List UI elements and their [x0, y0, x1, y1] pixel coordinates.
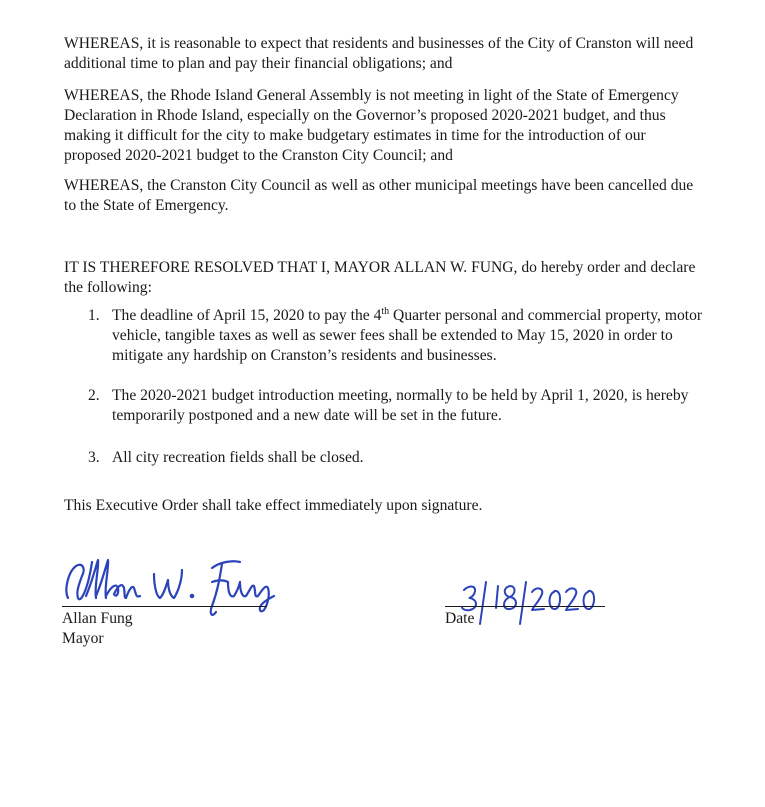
mayor-signature-line [62, 606, 267, 607]
whereas-paragraph-2: WHEREAS, the Rhode Island General Assembly is not meeting in light of the State of Emergency Declaration in Rhode Island, especially on the Governor’s proposed 2020-2021 budget, and thus making it difficult for the city to make budgetary estimates in time for the introduction of our proposed 2020-2021 budget to the Cranston City Council; and [64, 87, 679, 164]
date-label: Date [445, 610, 475, 627]
mayor-title: Mayor [62, 630, 104, 647]
mayor-name: Allan Fung [62, 610, 133, 627]
order-text [112, 306, 712, 366]
date-line [445, 606, 605, 607]
whereas-paragraph-1: WHEREAS, it is reasonable to expect that residents and businesses of the City of Cranston will need additional time to plan and pay their financial obligations; and [64, 35, 694, 72]
order-text: The 2020-2021 budget introduction meeting, normally to be held by April 1, 2020, is hereby temporarily postponed and a new date will be set in the future. [112, 387, 689, 424]
superscript-ordinal: th [381, 305, 390, 317]
order-text-part: Quarter personal and commercial property, motor vehicle, tangible taxes as well as sewer fees shall be extended to May 15, 2020 in order to mitigate any hardship on Cranston’s residents and businesses. [112, 307, 703, 364]
order-number: 2. [88, 387, 100, 404]
order-text: All city recreation fields shall be closed. [112, 449, 364, 466]
whereas-paragraph-3: WHEREAS, the Cranston City Council as well as other municipal meetings have been cancelled due to the State of Emergency. [64, 177, 694, 214]
order-text-part: The deadline of April 15, 2020 to pay the 4 [112, 307, 382, 324]
effective-statement: This Executive Order shall take effect immediately upon signature. [64, 497, 483, 514]
order-number: 1. [88, 307, 100, 324]
order-number: 3. [88, 449, 100, 466]
resolved-paragraph: IT IS THEREFORE RESOLVED THAT I, MAYOR ALLAN W. FUNG, do hereby order and declare the following: [64, 259, 696, 296]
